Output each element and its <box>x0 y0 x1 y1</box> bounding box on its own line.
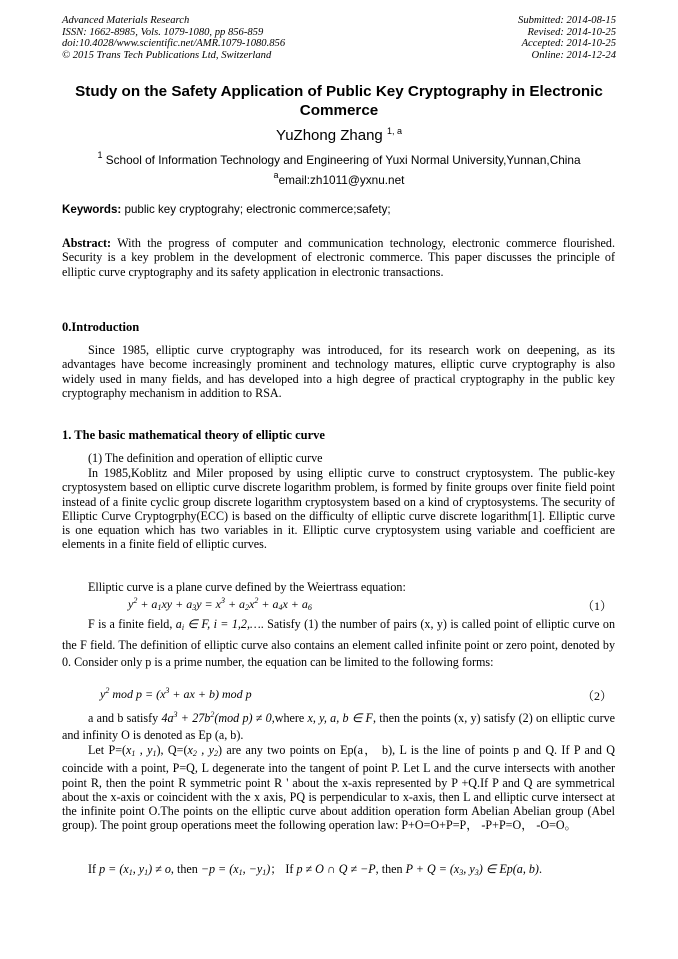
abstract-text: With the progress of computer and communication technology, electronic commerce flourished. Security is a key problem in the development of electronic commerce. This paper discusses the principle of elliptic curve cryptography and its safety application in electronic transactions. <box>62 236 615 279</box>
math-p-nonzero: $p = (x_1$, $y_1) \ne o$ <box>99 862 171 877</box>
section1-paragraph-2: Elliptic curve is a plane curve defined by the Weiertrass equation: <box>88 580 406 594</box>
journal-info <box>62 15 285 61</box>
p3-start: F is a finite field, <box>88 617 176 631</box>
p3-end: . Satisfy (1) the number of pairs (x, y) is called point of elliptic curve on the F field. The definition of elliptic curve also contains an element called infinite point or zero point, denoted by 0. Consider only p is a prime number, the equation can be limited to the following forms: <box>62 617 615 669</box>
affiliation-sup: 1 <box>97 150 103 160</box>
p4-end: , then the points (x, y) satisfy (2) on elliptic curve and infinity O is denoted as Ep (a, b). <box>62 711 616 742</box>
section1-heading: 1. The basic mathematical theory of elliptic curve <box>62 428 325 442</box>
affiliation-text: School of Information Technology and Engineering of Yuxi Normal University,Yunnan,China <box>105 153 581 167</box>
journal-doi: doi:10.4028/www.scientific.net/AMR.1079-1080.856 <box>62 38 286 49</box>
affiliation <box>0 150 678 167</box>
keywords <box>62 203 391 216</box>
p5-end: ) are any two points on Ep(a， b), L is the line of points p and Q. If P and Q coincide with a point, P=Q, L degenerate into the tangent of point P. Let L and the curve intersects with another point R, then the point R symmetric point R ' about the x-axis represented by P +Q.If P and Q are symmetrical about the x-axis or coincident with the x axis, PQ is perpendicular to x-axis, then L and elliptic curve intersect at the infinite point O.The points on the elliptic curve about addition operation form Abelian Abelian group (Abel group). The point group operations meet the following operation law: P+O=O+P=P， -P+P=O， -O=O。 <box>62 743 615 833</box>
author-line <box>0 126 678 144</box>
p6-if2: ； If <box>270 862 297 876</box>
author-name: YuZhong Zhang <box>276 127 383 144</box>
journal-copyright: © 2015 Trans Tech Publications Ltd, Switzerland <box>62 49 272 61</box>
date-submitted: Submitted: 2014-08-15 <box>518 15 616 26</box>
email-sup: a <box>273 170 279 180</box>
equation-1: $y^2 + a_1xy + a_3y = x^3 + a_2x^2 + a_4x + a_6$ <box>128 596 312 612</box>
email-line <box>0 170 678 187</box>
math-field-condition: $a_i$ ∈ F, i = 1,2,… <box>175 617 261 632</box>
keywords-text: public key cryptograhy; electronic commerce;safety; <box>121 203 391 216</box>
p4-start: a and b satisfy <box>88 711 162 725</box>
keywords-label: Keywords: <box>62 203 122 216</box>
math-sum: $P + Q = (x_3$, $y_3$) ∈ Ep(a, b) <box>405 862 539 877</box>
math-p-q-condition: p ≠ O ∩ Q ≠ −P <box>296 862 376 876</box>
date-revised: Revised: 2014-10-25 <box>527 26 616 38</box>
math-discriminant: $4a^3 + 27b^2(mod$ p) ≠ 0 <box>161 710 272 725</box>
p6-then: , then <box>170 862 201 876</box>
math-p-coords: $x_1$ , $y_1$ <box>126 743 157 758</box>
section1-paragraph-3 <box>62 616 615 670</box>
journal-name: Advanced Materials Research <box>62 15 190 26</box>
p6-then2: , then <box>375 862 406 876</box>
paper-title: Study on the Safety Application of Public Key Cryptography in Electronic Commerce <box>75 83 603 119</box>
section1-paragraph-4 <box>62 707 615 744</box>
equation-1-number: （1） <box>581 599 612 613</box>
math-q-coords: $x_2$ , $y_2$ <box>187 743 218 758</box>
equation-2-number: （2） <box>581 689 612 703</box>
date-online: Online: 2014-12-24 <box>531 49 616 61</box>
email-text: email:zh1011@yxnu.net <box>278 173 405 187</box>
publication-dates <box>518 15 616 61</box>
math-neg-p: $-p = (x_1$, $-y_1$) <box>200 862 271 877</box>
abstract-label: Abstract: <box>62 236 112 250</box>
section1-paragraph-1: In 1985,Koblitz and Miler proposed by using elliptic curve to construct cryptosystem. The public-key cryptosystem based on elliptic curve discrete logarithm problem, is formed by finite groups over finite field point instead of a finite cyclic group discrete logarithm cryptosystem based on a kind of cryptosystems. The security of Elliptic Curve Cryptogrphy(ECC) is based on the difficulty of elliptic curve discrete logarithm[1]. Elliptic curve is one equation which has two variables in it. Elliptic curve cryptosystem using variable and coefficient are elements in a finite field of elliptic curves. <box>62 466 615 552</box>
journal-issn: ISSN: 1662-8985, Vols. 1079-1080, pp 856-859 <box>62 26 264 38</box>
p4-mid: ,where <box>271 711 308 725</box>
p6-if: If <box>88 862 100 876</box>
section1-paragraph-6: If $p = (x_1$, $y_1) \ne o$, then $-p = (x_1$, $-y_1$)； If p ≠ O ∩ Q ≠ −P, then $P + Q = (x_3$, $y_3$) ∈ Ep(a, b). <box>88 862 542 877</box>
section1-subheading: (1) The definition and operation of elliptic curve <box>88 451 323 465</box>
intro-heading: 0.Introduction <box>62 320 140 334</box>
p5-mid: ), Q=( <box>156 743 188 757</box>
abstract <box>62 236 615 279</box>
p5-start: Let P=( <box>88 743 127 757</box>
equation-2: $y^2$ mod $p = (x^3$ + ax + b) mod p <box>100 686 252 701</box>
math-membership: x, y, a, b ∈ F <box>307 711 373 725</box>
date-accepted: Accepted: 2014-10-25 <box>521 38 616 49</box>
intro-paragraph: Since 1985, elliptic curve cryptography was introduced, for its research work on deepening, as its advantages have become increasingly prominent and technology matures, elliptic curve cryptography is also widely used in many fields, and has developed into a high degree of practical cryptography in the public key cryptography mechanism in addition to RSA. <box>62 343 615 400</box>
section1-paragraph-5 <box>62 743 615 833</box>
author-sup: 1, a <box>386 126 402 136</box>
